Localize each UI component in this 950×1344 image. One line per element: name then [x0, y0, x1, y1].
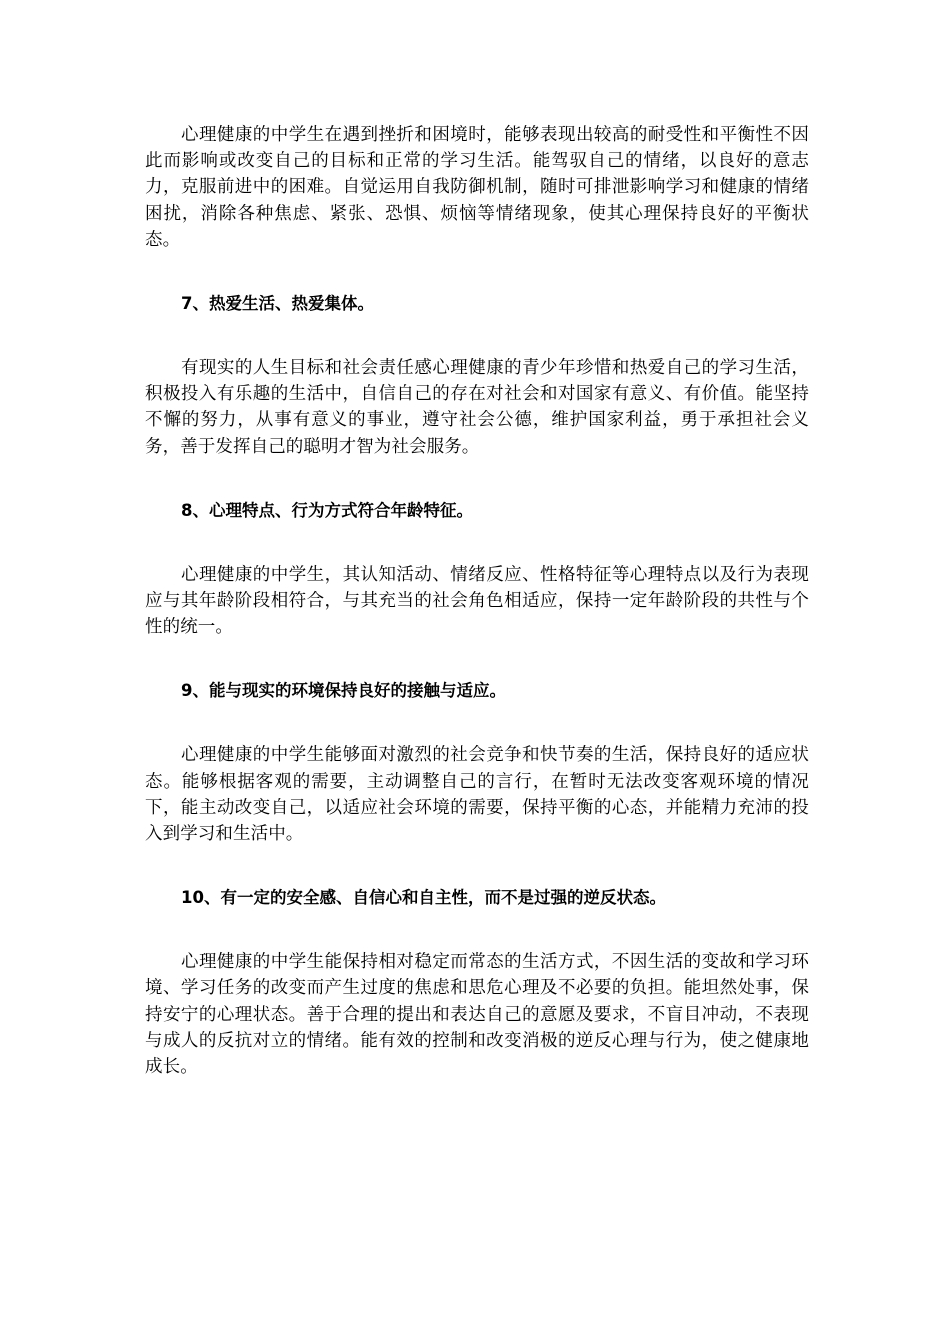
paragraph-5: 心理健康的中学生能保持相对稳定而常态的生活方式，不因生活的变故和学习环境、学习任务的改变而产生过度的焦虑和思危心理及不必要的负担。能坦然处事，保持安宁的心理状态。善于合理的提出和表达自己的意愿及要求，不盲目冲动，不表现与成人的反抗对立的情绪。能有效的控制和改变消极的逆反心理与行为，使之健康地成长。 [145, 952, 809, 1078]
document-page [145, 122, 809, 1080]
spacer [145, 704, 809, 742]
paragraph-2: 有现实的人生目标和社会责任感心理健康的青少年珍惜和热爱自己的学习生活，积极投入有乐趣的生活中，自信自己的存在对社会和对国家有意义、有价值。能坚持不懈的努力，从事有意义的事业，遵守社会公德，维护国家利益，勇于承担社会义务，善于发挥自己的聪明才智为社会服务。 [145, 358, 809, 457]
spacer [145, 253, 809, 291]
spacer [145, 460, 809, 498]
spacer [145, 847, 809, 885]
spacer [145, 317, 809, 355]
paragraph-1: 心理健康的中学生在遇到挫折和困境时，能够表现出较高的耐受性和平衡性不因此而影响或改变自己的目标和正常的学习生活。能驾驭自己的情绪，以良好的意志力，克服前进中的困难。自觉运用自我防御机制，随时可排泄影响学习和健康的情绪困扰，消除各种焦虑、紧张、恐惧、烦恼等情绪现象，使其心理保持良好的平衡状态。 [145, 125, 809, 250]
heading-9: 9、能与现实的环境保持良好的接触与适应。 [181, 681, 506, 701]
spacer [145, 640, 809, 678]
paragraph-3: 心理健康的中学生，其认知活动、情绪反应、性格特征等心理特点以及行为表现应与其年龄阶段相符合，与其充当的社会角色相适应，保持一定年龄阶段的共性与个性的统一。 [145, 564, 809, 638]
spacer [145, 911, 809, 949]
paragraph-4: 心理健康的中学生能够面对激烈的社会竞争和快节奏的生活，保持良好的适应状态。能够根据客观的需要，主动调整自己的言行，在暂时无法改变客观环境的情况下，能主动改变自己，以适应社会环境的需要，保持平衡的心态，并能精力充沛的投入到学习和生活中。 [145, 745, 809, 845]
heading-10: 10、有一定的安全感、自信心和自主性，而不是过强的逆反状态。 [181, 888, 666, 908]
heading-8: 8、心理特点、行为方式符合年龄特征。 [181, 500, 473, 520]
heading-7: 7、热爱生活、热爱集体。 [181, 294, 374, 314]
spacer [145, 524, 809, 562]
